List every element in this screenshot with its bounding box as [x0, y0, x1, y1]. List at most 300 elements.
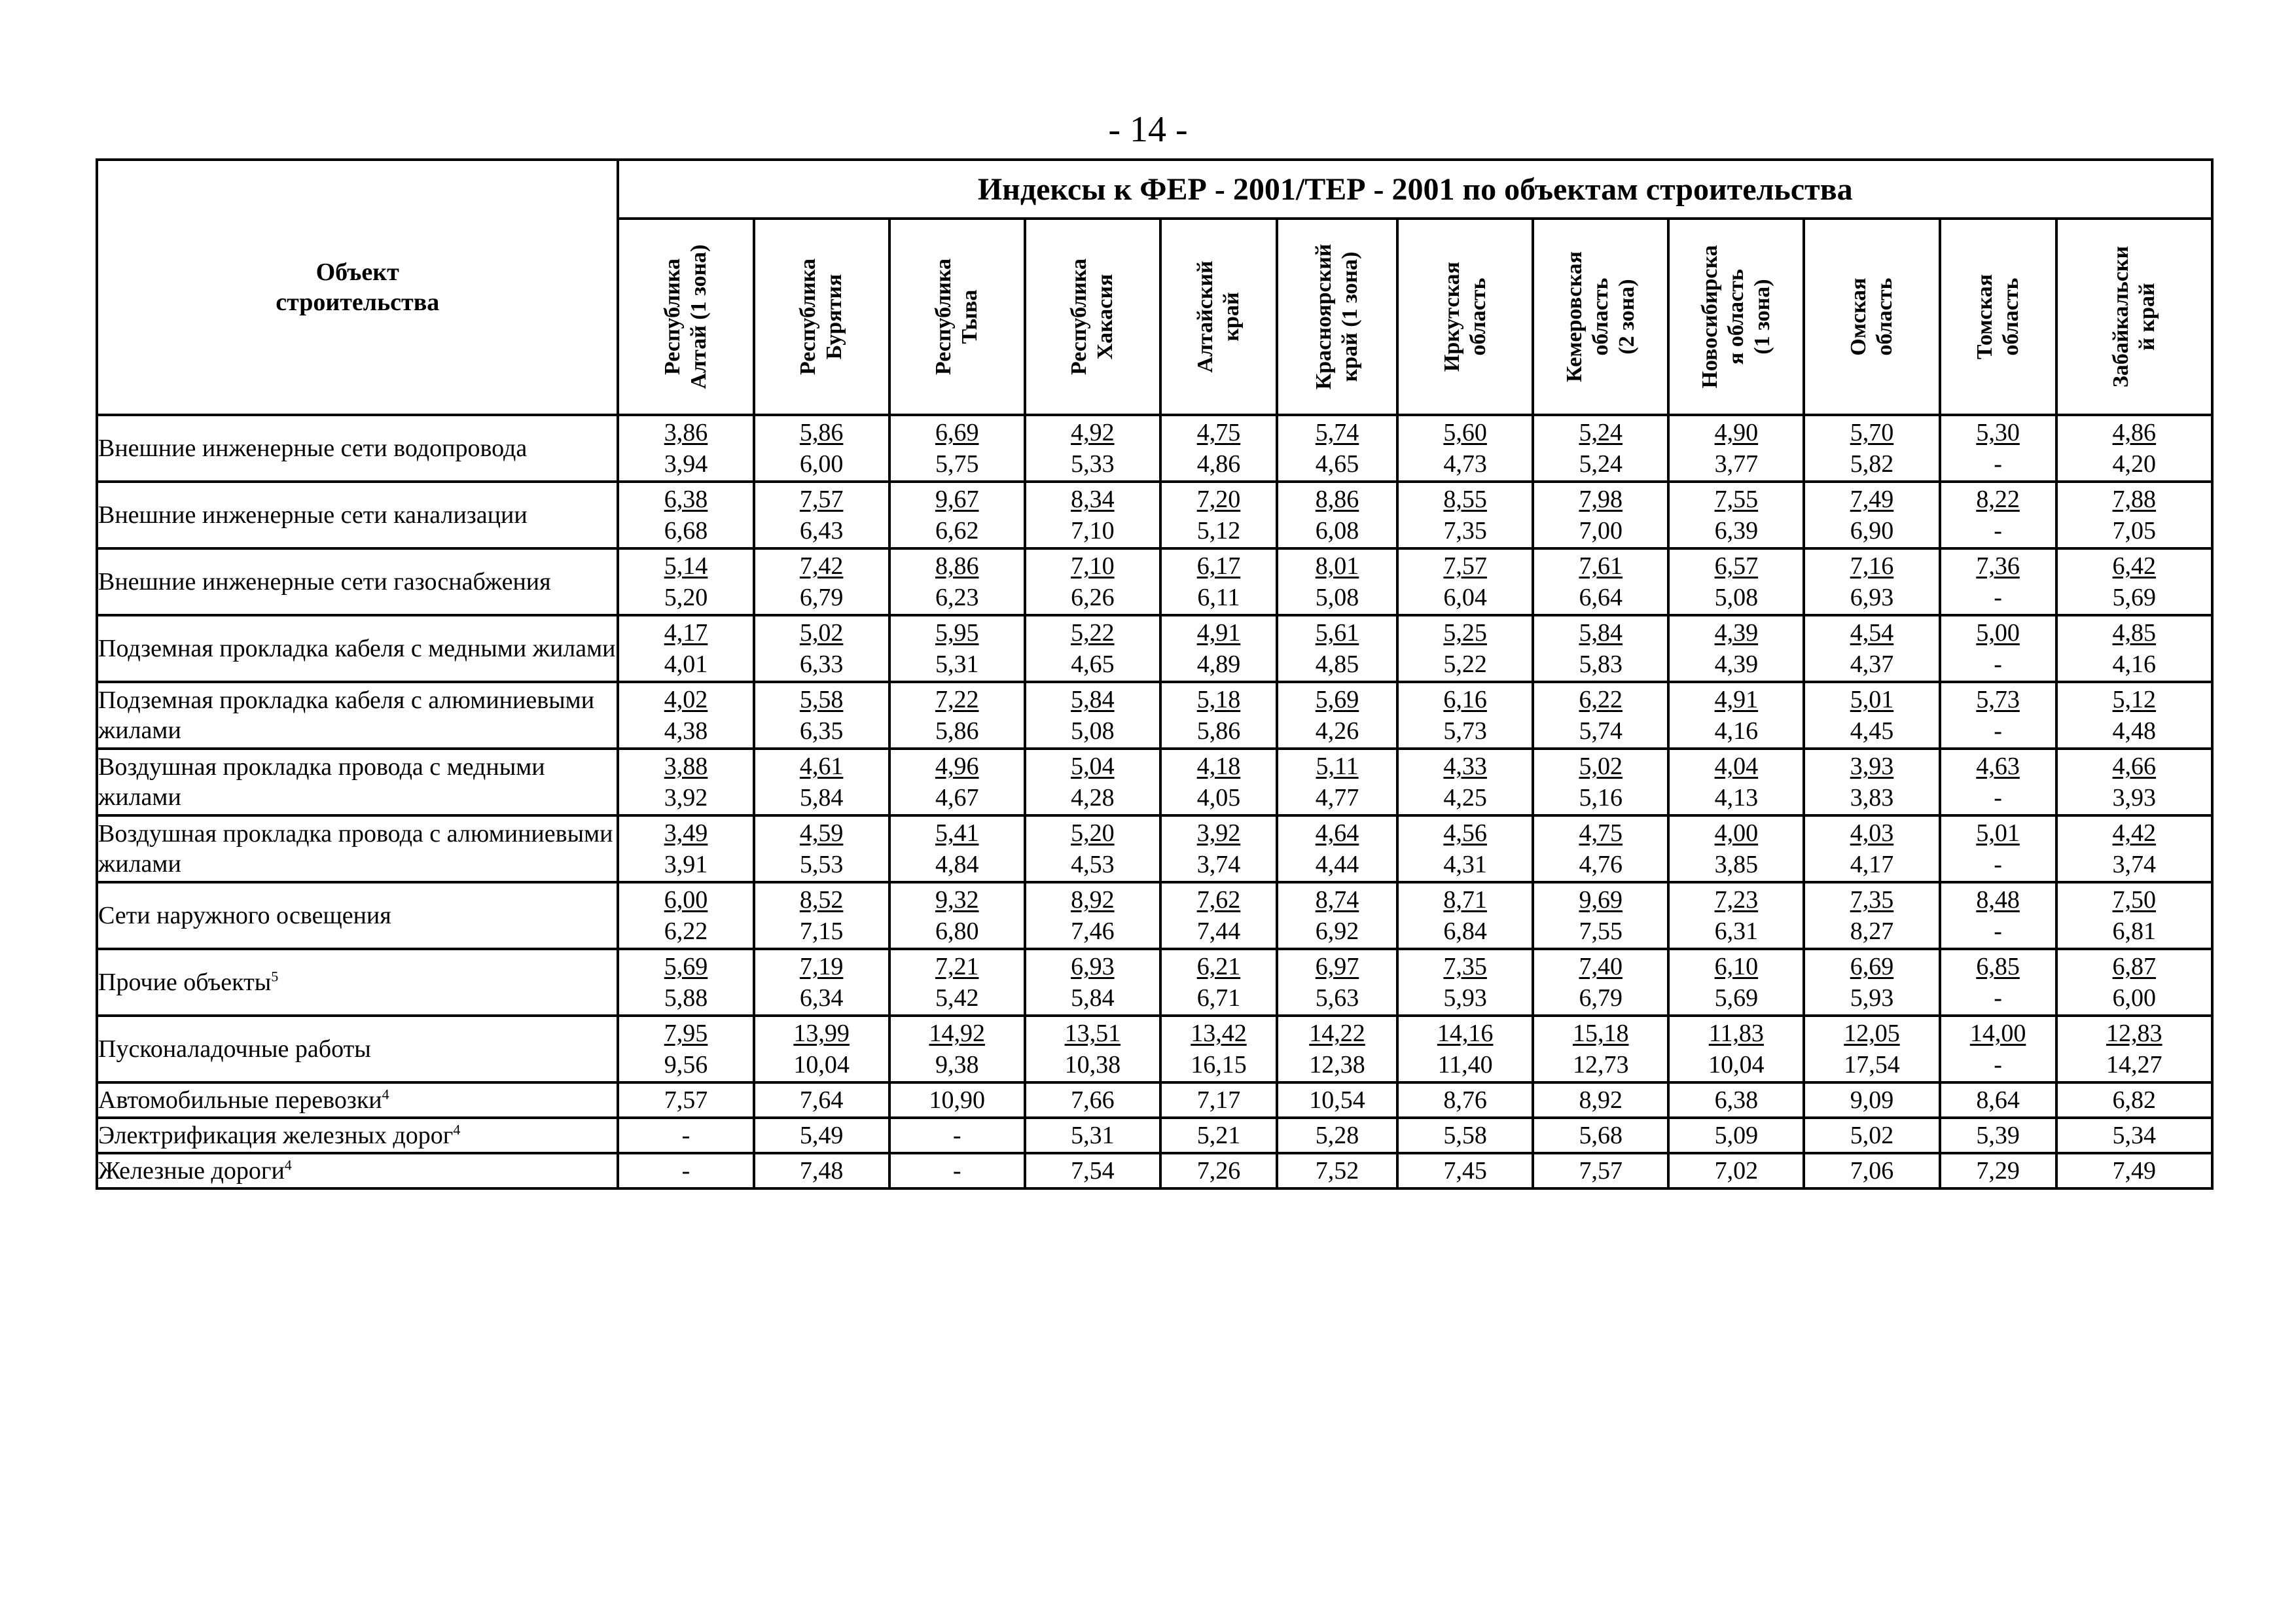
index-value-bottom: 5,08 — [1315, 584, 1359, 611]
index-cell — [1940, 615, 2056, 682]
object-name-text: Воздушная прокладка провода с алюминиевыми жилами — [98, 820, 613, 878]
object-name-text: Автомобильные перевозки — [98, 1086, 382, 1114]
region-header-label — [795, 259, 848, 375]
object-name — [97, 548, 618, 615]
index-value-top: 4,63 — [1976, 753, 2020, 780]
index-value-top: 7,10 — [1071, 552, 1115, 580]
index-value-top: 7,22 — [935, 686, 979, 713]
index-value-top: 5,01 — [1850, 686, 1894, 713]
index-value-bottom: 10,04 — [1708, 1051, 1765, 1079]
index-value-top: 4,33 — [1443, 753, 1487, 780]
region-header-line: Бурятия — [822, 274, 847, 360]
index-cell — [618, 548, 753, 615]
index-value-bottom: 7,44 — [1196, 918, 1241, 945]
index-value-top: 6,16 — [1443, 686, 1487, 713]
index-cell — [1160, 548, 1277, 615]
index-value-bottom: 5,73 — [1443, 717, 1487, 745]
index-value-top: 4,66 — [2112, 753, 2157, 780]
region-header-5 — [1160, 219, 1277, 415]
index-value-bottom: 14,27 — [2106, 1051, 2162, 1079]
index-cell — [1533, 415, 1668, 482]
object-name — [97, 882, 618, 949]
index-value-bottom: 7,00 — [1579, 517, 1623, 544]
index-value-top: 7,57 — [1443, 552, 1487, 580]
index-value-bottom: 7,55 — [1579, 918, 1623, 945]
region-header-1 — [618, 219, 753, 415]
table-title: Индексы к ФЕР - 2001/ТЕР - 2001 по объектам строительства — [618, 160, 2212, 219]
index-value-bottom: 17,54 — [1844, 1051, 1900, 1079]
index-value-bottom: 6,79 — [799, 584, 844, 611]
index-cell — [1668, 415, 1804, 482]
region-header-line: Иркутская — [1439, 261, 1464, 372]
table-row — [97, 949, 2212, 1016]
region-header-label — [1439, 262, 1492, 372]
index-value: 5,34 — [2056, 1118, 2212, 1153]
table-row — [97, 882, 2212, 949]
index-value: - — [618, 1118, 753, 1153]
index-value-bottom: - — [1994, 918, 2002, 945]
index-cell — [1940, 815, 2056, 882]
index-value: 10,54 — [1277, 1082, 1397, 1118]
footnote-marker: 5 — [271, 968, 279, 985]
region-header-2 — [754, 219, 889, 415]
index-value-top: 5,18 — [1196, 686, 1241, 713]
index-cell — [889, 482, 1025, 548]
index-value-top: 7,88 — [2112, 486, 2157, 513]
index-value: - — [889, 1118, 1025, 1153]
index-value-top: 3,88 — [664, 753, 708, 780]
object-name — [97, 482, 618, 548]
index-cell — [1533, 682, 1668, 749]
index-value-top: 7,55 — [1714, 486, 1759, 513]
index-value-bottom: 5,86 — [935, 717, 979, 745]
object-name-text: Прочие объекты — [98, 969, 272, 996]
index-value-top: 3,86 — [664, 419, 708, 446]
object-name-text: Внешние инженерные сети газоснабжения — [98, 568, 551, 596]
region-header-8 — [1533, 219, 1668, 415]
index-value-bottom: - — [1994, 784, 2002, 812]
index-value-top: 15,18 — [1572, 1020, 1629, 1047]
index-cell — [1533, 548, 1668, 615]
index-cell — [754, 815, 889, 882]
index-value-bottom: 5,53 — [799, 851, 844, 878]
index-cell — [1668, 682, 1804, 749]
region-header-line: Кемеровская — [1562, 251, 1587, 383]
index-value-top: 8,86 — [1315, 486, 1359, 513]
region-header-line: Республика — [931, 259, 956, 375]
index-value-bottom: 6,92 — [1315, 918, 1359, 945]
object-name-text: Пусконаладочные работы — [98, 1035, 371, 1063]
index-value: 7,29 — [1940, 1153, 2056, 1188]
index-cell — [618, 615, 753, 682]
index-value-bottom: 6,26 — [1071, 584, 1115, 611]
index-cell — [1160, 949, 1277, 1016]
index-cell — [1277, 949, 1397, 1016]
region-header-line: Республика — [796, 259, 821, 375]
index-cell — [1668, 615, 1804, 682]
index-value-top: 14,00 — [1969, 1020, 2026, 1047]
index-value-bottom: 6,39 — [1714, 517, 1759, 544]
footnote-marker: 4 — [284, 1156, 292, 1173]
index-cell — [1533, 749, 1668, 815]
index-value: 7,17 — [1160, 1082, 1277, 1118]
index-value: 7,64 — [754, 1082, 889, 1118]
index-value-top: 5,11 — [1316, 753, 1359, 780]
object-name-text: Железные дороги — [98, 1157, 285, 1185]
index-cell — [754, 682, 889, 749]
index-value-top: 4,02 — [664, 686, 708, 713]
object-name-text: Внешние инженерные сети водопровода — [98, 435, 528, 462]
index-value: - — [889, 1153, 1025, 1188]
region-header-label — [1193, 260, 1245, 372]
object-name — [97, 1016, 618, 1082]
index-value-top: 5,22 — [1071, 619, 1115, 647]
index-value: 9,09 — [1804, 1082, 1939, 1118]
index-value-bottom: 5,42 — [935, 984, 979, 1012]
index-value: 7,66 — [1025, 1082, 1160, 1118]
index-value: 7,57 — [618, 1082, 753, 1118]
index-cell — [1277, 682, 1397, 749]
index-value-top: 7,42 — [799, 552, 844, 580]
index-cell — [1940, 949, 2056, 1016]
index-value-bottom: 3,83 — [1850, 784, 1894, 812]
index-cell — [1533, 1016, 1668, 1082]
index-value-bottom: 6,04 — [1443, 584, 1487, 611]
index-value-top: 6,85 — [1976, 953, 2020, 980]
index-value-bottom: 5,63 — [1315, 984, 1359, 1012]
index-cell — [618, 749, 753, 815]
region-header-line: Забайкальски — [2108, 245, 2133, 388]
index-cell — [1025, 548, 1160, 615]
index-value-top: 4,39 — [1714, 619, 1759, 647]
table-row — [97, 415, 2212, 482]
index-cell — [1277, 815, 1397, 882]
region-header-label — [1846, 277, 1898, 355]
table-body — [97, 415, 2212, 1188]
index-value-bottom: 4,89 — [1196, 651, 1241, 678]
index-cell — [1025, 749, 1160, 815]
object-name-text: Электрификация железных дорог — [98, 1122, 454, 1149]
index-value-bottom: 5,84 — [1071, 984, 1115, 1012]
index-value-bottom: 6,22 — [664, 918, 708, 945]
index-value-bottom: 5,12 — [1196, 517, 1241, 544]
index-value-top: 5,69 — [1315, 686, 1359, 713]
index-value-bottom: 3,85 — [1714, 851, 1759, 878]
region-header-line: Республика — [1067, 259, 1092, 375]
index-value: 7,26 — [1160, 1153, 1277, 1188]
object-name-text: Внешние инженерные сети канализации — [98, 501, 528, 529]
index-value-top: 8,34 — [1071, 486, 1115, 513]
index-value-bottom: 3,92 — [664, 784, 708, 812]
index-cell — [754, 415, 889, 482]
index-value-bottom: 5,74 — [1579, 717, 1623, 745]
region-header-line: край — [1219, 292, 1244, 342]
index-cell — [1940, 548, 2056, 615]
index-cell — [1940, 415, 2056, 482]
index-value: 5,31 — [1025, 1118, 1160, 1153]
index-value-top: 4,75 — [1579, 819, 1623, 847]
region-header-7 — [1397, 219, 1533, 415]
index-value-top: 6,97 — [1315, 953, 1359, 980]
index-value-bottom: 5,84 — [799, 784, 844, 812]
index-value-top: 5,30 — [1976, 419, 2020, 446]
index-value-bottom: 6,80 — [935, 918, 979, 945]
index-cell — [618, 882, 753, 949]
index-cell — [1025, 882, 1160, 949]
index-value-bottom: 5,08 — [1071, 717, 1115, 745]
region-header-label — [1311, 244, 1363, 390]
index-value-top: 4,61 — [799, 753, 844, 780]
index-value-bottom: 6,23 — [935, 584, 979, 611]
region-header-line: область — [1998, 277, 2023, 356]
index-cell — [754, 548, 889, 615]
index-cell — [754, 949, 889, 1016]
index-value-bottom: 9,38 — [935, 1051, 979, 1079]
index-value: 7,45 — [1397, 1153, 1533, 1188]
index-value-bottom: 6,00 — [2112, 984, 2157, 1012]
index-value: 5,49 — [754, 1118, 889, 1153]
index-cell — [754, 1016, 889, 1082]
index-value-top: 8,74 — [1315, 886, 1359, 914]
index-value-bottom: 6,93 — [1850, 584, 1894, 611]
index-value-bottom: 4,77 — [1315, 784, 1359, 812]
region-header-line: я область — [1723, 269, 1748, 365]
region-header-label — [1972, 274, 2024, 359]
index-value-bottom: - — [1994, 851, 2002, 878]
index-value-bottom: 5,31 — [935, 651, 979, 678]
index-value-bottom: 3,94 — [664, 450, 708, 478]
object-name-text: Воздушная прокладка провода с медными жилами — [98, 753, 545, 811]
index-value-bottom: 8,27 — [1850, 918, 1894, 945]
index-value-top: 5,24 — [1579, 419, 1623, 446]
index-cell — [1397, 949, 1533, 1016]
index-value-bottom: 6,71 — [1196, 984, 1241, 1012]
index-value-top: 6,21 — [1196, 953, 1241, 980]
index-cell — [1160, 615, 1277, 682]
index-value-bottom: 6,90 — [1850, 517, 1894, 544]
index-value-bottom: 4,73 — [1443, 450, 1487, 478]
index-value: 8,76 — [1397, 1082, 1533, 1118]
index-value-top: 4,85 — [2112, 619, 2157, 647]
index-value-bottom: 3,74 — [1196, 851, 1241, 878]
table-row — [97, 682, 2212, 749]
index-value-top: 5,70 — [1850, 419, 1894, 446]
index-value-top: 8,55 — [1443, 486, 1487, 513]
index-value: 5,09 — [1668, 1118, 1804, 1153]
index-value-top: 14,16 — [1437, 1020, 1494, 1047]
index-value-top: 7,61 — [1579, 552, 1623, 580]
index-value-bottom: 4,86 — [1196, 450, 1241, 478]
region-header-label — [1066, 259, 1119, 375]
index-cell — [1025, 949, 1160, 1016]
index-value-bottom: - — [1994, 450, 2002, 478]
object-name — [97, 682, 618, 749]
index-value-bottom: 4,26 — [1315, 717, 1359, 745]
region-header-10 — [1804, 219, 1939, 415]
table-row — [97, 1153, 2212, 1188]
index-value-top: 4,92 — [1071, 419, 1115, 446]
index-value-top: 3,92 — [1196, 819, 1241, 847]
index-value-top: 7,35 — [1850, 886, 1894, 914]
index-table — [96, 158, 2214, 1190]
index-cell — [754, 749, 889, 815]
index-value-top: 5,60 — [1443, 419, 1487, 446]
region-header-4 — [1025, 219, 1160, 415]
index-cell — [1940, 1016, 2056, 1082]
index-value-bottom: 4,17 — [1850, 851, 1894, 878]
index-value: 5,68 — [1533, 1118, 1668, 1153]
index-value-bottom: 4,31 — [1443, 851, 1487, 878]
index-value: 5,39 — [1940, 1118, 2056, 1153]
index-cell — [1668, 482, 1804, 548]
index-value-bottom: 6,31 — [1714, 918, 1759, 945]
index-cell — [618, 415, 753, 482]
region-header-line: Хакасия — [1093, 274, 1118, 360]
index-value: 7,06 — [1804, 1153, 1939, 1188]
index-value-bottom: 11,40 — [1437, 1051, 1493, 1079]
index-value-top: 13,99 — [793, 1020, 850, 1047]
index-value-bottom: 7,10 — [1071, 517, 1115, 544]
index-value-top: 5,84 — [1579, 619, 1623, 647]
table-row — [97, 815, 2212, 882]
index-value-bottom: 4,16 — [1714, 717, 1759, 745]
table-row — [97, 548, 2212, 615]
index-cell — [889, 548, 1025, 615]
index-value: 7,54 — [1025, 1153, 1160, 1188]
index-value-bottom: 12,73 — [1572, 1051, 1629, 1079]
index-value-bottom: 6,81 — [2112, 918, 2157, 945]
index-value-bottom: 3,91 — [664, 851, 708, 878]
region-header-11 — [1940, 219, 2056, 415]
index-cell — [1668, 815, 1804, 882]
index-value-bottom: 4,84 — [935, 851, 979, 878]
index-value-bottom: 6,08 — [1315, 517, 1359, 544]
index-value-top: 4,75 — [1196, 419, 1241, 446]
index-value-top: 13,42 — [1191, 1020, 1247, 1047]
index-value-top: 8,71 — [1443, 886, 1487, 914]
index-value-top: 9,67 — [935, 486, 979, 513]
index-cell — [1397, 615, 1533, 682]
index-value-top: 6,10 — [1714, 953, 1759, 980]
index-cell — [2056, 415, 2212, 482]
index-value-top: 5,61 — [1315, 619, 1359, 647]
index-value-bottom: 6,00 — [799, 450, 844, 478]
index-cell — [1397, 482, 1533, 548]
index-value-bottom: 5,08 — [1714, 584, 1759, 611]
index-cell — [1160, 682, 1277, 749]
table-row — [97, 615, 2212, 682]
object-name — [97, 949, 618, 1016]
index-value-bottom: 12,38 — [1309, 1051, 1365, 1079]
index-cell — [2056, 682, 2212, 749]
index-value-top: 7,57 — [799, 486, 844, 513]
index-value-bottom: 4,76 — [1579, 851, 1623, 878]
index-value-top: 6,22 — [1579, 686, 1623, 713]
index-cell — [1277, 548, 1397, 615]
index-cell — [889, 815, 1025, 882]
index-value-bottom: 6,43 — [799, 517, 844, 544]
index-value-top: 4,64 — [1315, 819, 1359, 847]
region-header-line: Тыва — [958, 289, 982, 344]
region-header-line: область — [1588, 277, 1613, 356]
index-value-top: 7,40 — [1579, 953, 1623, 980]
region-header-line: Алтайский — [1193, 260, 1217, 373]
index-value-top: 5,58 — [799, 686, 844, 713]
index-value-top: 4,04 — [1714, 753, 1759, 780]
index-value-bottom: 3,77 — [1714, 450, 1759, 478]
object-name — [97, 749, 618, 815]
index-value-top: 8,01 — [1315, 552, 1359, 580]
index-value-bottom: 6,79 — [1579, 984, 1623, 1012]
footnote-marker: 4 — [382, 1086, 389, 1103]
index-value-bottom: 5,16 — [1579, 784, 1623, 812]
index-cell — [618, 815, 753, 882]
index-value-top: 4,42 — [2112, 819, 2157, 847]
region-header-6 — [1277, 219, 1397, 415]
index-value-top: 6,87 — [2112, 953, 2157, 980]
index-cell — [1277, 482, 1397, 548]
index-value-top: 14,22 — [1309, 1020, 1365, 1047]
footnote-marker: 4 — [453, 1121, 461, 1138]
index-value-bottom: 6,35 — [799, 717, 844, 745]
index-value-top: 6,00 — [664, 886, 708, 914]
index-value-top: 8,52 — [799, 886, 844, 914]
index-value-bottom: 5,75 — [935, 450, 979, 478]
index-value-bottom: - — [1994, 1051, 2002, 1079]
index-cell — [889, 682, 1025, 749]
index-value-bottom: 5,86 — [1196, 717, 1241, 745]
index-cell — [618, 682, 753, 749]
region-header-line: (2 зона) — [1614, 279, 1639, 355]
index-cell — [1668, 749, 1804, 815]
index-value: 10,90 — [889, 1082, 1025, 1118]
index-value-bottom: 6,33 — [799, 651, 844, 678]
index-value-top: 7,62 — [1196, 886, 1241, 914]
index-value-top: 7,16 — [1850, 552, 1894, 580]
index-value-top: 7,36 — [1976, 552, 2020, 580]
index-value-top: 5,86 — [799, 419, 844, 446]
region-header-12 — [2056, 219, 2212, 415]
object-header-line1: Объект — [315, 259, 399, 286]
table-row — [97, 482, 2212, 548]
region-header-line: Республика — [660, 259, 685, 375]
index-value-top: 5,01 — [1976, 819, 2020, 847]
region-header-line: й край — [2134, 283, 2159, 351]
index-value-top: 6,17 — [1196, 552, 1241, 580]
index-cell — [1804, 615, 1939, 682]
region-header-line: Алтай (1 зона) — [687, 244, 711, 389]
index-cell — [1397, 682, 1533, 749]
index-cell — [754, 482, 889, 548]
region-header-label — [931, 259, 983, 375]
index-value-bottom: 4,13 — [1714, 784, 1759, 812]
index-cell — [1160, 749, 1277, 815]
index-cell — [1804, 1016, 1939, 1082]
index-value-bottom: 6,68 — [664, 517, 708, 544]
index-cell — [1397, 1016, 1533, 1082]
index-cell — [1025, 1016, 1160, 1082]
index-cell — [2056, 749, 2212, 815]
index-value-bottom: 5,93 — [1443, 984, 1487, 1012]
index-value-top: 5,12 — [2112, 686, 2157, 713]
index-value-bottom: 4,45 — [1850, 717, 1894, 745]
index-value-bottom: 4,39 — [1714, 651, 1759, 678]
index-value-bottom: 5,24 — [1579, 450, 1623, 478]
region-header-label — [660, 244, 712, 389]
index-value: 5,28 — [1277, 1118, 1397, 1153]
object-name — [97, 1153, 618, 1188]
index-value-top: 5,04 — [1071, 753, 1115, 780]
